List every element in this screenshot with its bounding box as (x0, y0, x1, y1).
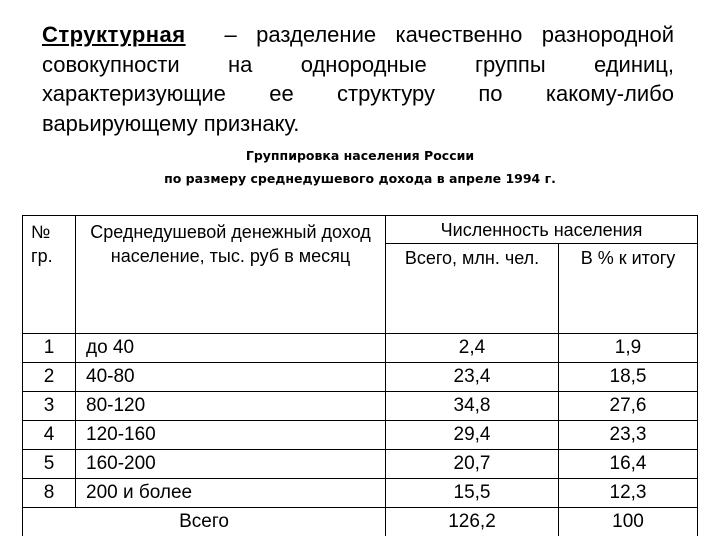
group-number-cell: 1 (23, 334, 76, 363)
population-percent-cell: 23,3 (559, 421, 698, 450)
income-range-cell: 120-160 (76, 421, 386, 450)
income-range-cell: 40-80 (76, 363, 386, 392)
table-row (23, 392, 698, 421)
defined-term: Структурная (42, 22, 186, 47)
table-row (23, 479, 698, 508)
table-row (23, 334, 698, 363)
group-number-cell: 8 (23, 479, 76, 508)
population-percent-cell: 1,9 (559, 334, 698, 363)
definition-text: – разделение качественно разнородной совокупности на однородные группы единиц, характеризующие ее структуру по какому-либо варьирующему признаку. (42, 22, 674, 136)
income-range-cell: 200 и более (76, 479, 386, 508)
definition-paragraph (42, 20, 674, 138)
header-group-number: № гр. (23, 216, 76, 334)
population-grouping-table (22, 215, 698, 536)
grand-total-cell: 126,2 (386, 508, 559, 537)
header-income: Среднедушевой денежный доход население, тыс. руб в месяц (76, 216, 386, 334)
population-total-cell: 20,7 (386, 450, 559, 479)
income-range-cell: до 40 (76, 334, 386, 363)
group-number-cell: 4 (23, 421, 76, 450)
header-total-millions: Всего, млн. чел. (386, 244, 559, 334)
table-caption-subtitle: по размеру среднедушевого дохода в апреле 1994 г. (164, 171, 556, 186)
income-range-cell: 160-200 (76, 450, 386, 479)
population-total-cell: 15,5 (386, 479, 559, 508)
population-percent-cell: 12,3 (559, 479, 698, 508)
header-population: Численность населения (386, 216, 698, 244)
total-label-cell: Всего (23, 508, 386, 537)
group-number-cell: 2 (23, 363, 76, 392)
population-total-cell: 23,4 (386, 363, 559, 392)
population-percent-cell: 16,4 (559, 450, 698, 479)
population-percent-cell: 18,5 (559, 363, 698, 392)
table-total-row (23, 508, 698, 537)
group-number-cell: 3 (23, 392, 76, 421)
table-caption-title: Группировка населения России (245, 148, 475, 163)
income-range-cell: 80-120 (76, 392, 386, 421)
population-total-cell: 29,4 (386, 421, 559, 450)
table-row (23, 363, 698, 392)
population-percent-cell: 27,6 (559, 392, 698, 421)
population-total-cell: 2,4 (386, 334, 559, 363)
population-total-cell: 34,8 (386, 392, 559, 421)
header-percent: В % к итогу (559, 244, 698, 334)
grand-percent-cell: 100 (559, 508, 698, 537)
group-number-cell: 5 (23, 450, 76, 479)
table-row (23, 421, 698, 450)
table-row (23, 450, 698, 479)
